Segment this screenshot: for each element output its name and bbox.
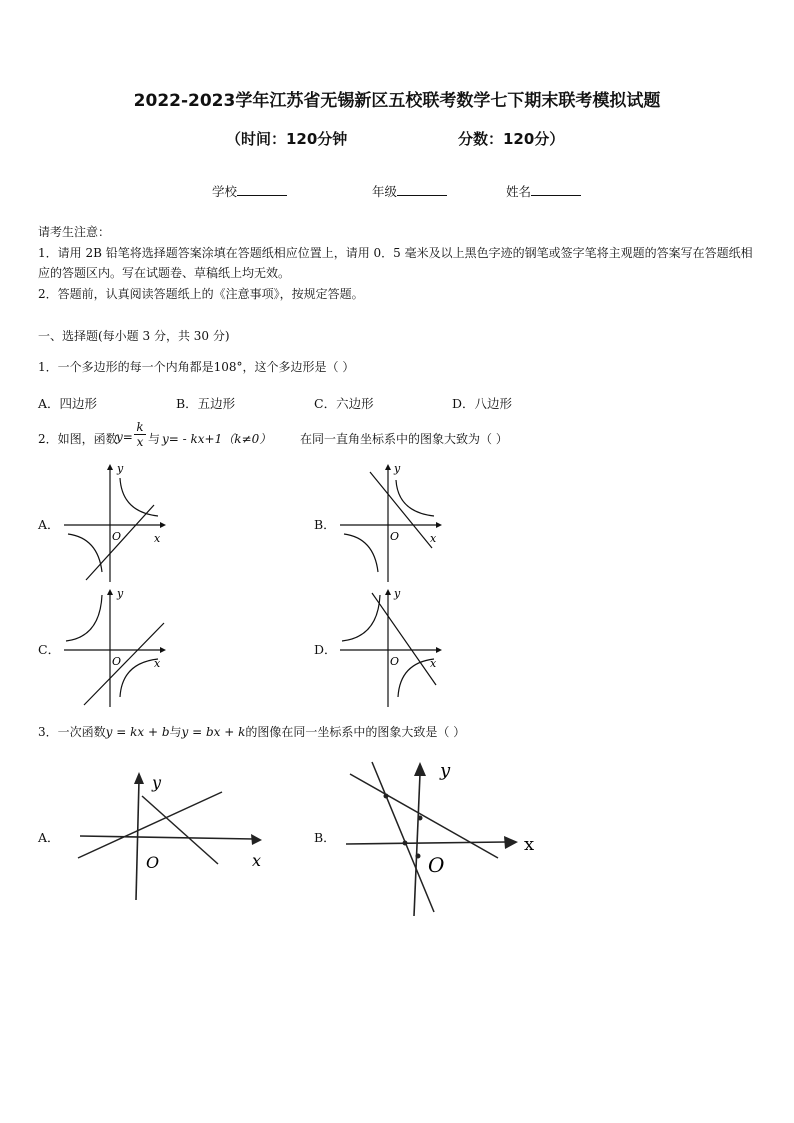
- hyperbola-q1: [120, 478, 158, 516]
- q1-option-c[interactable]: C．六边形: [314, 396, 374, 411]
- y-arrow-icon: [107, 464, 113, 470]
- intersection-point: [418, 816, 423, 821]
- school-field[interactable]: [212, 182, 287, 200]
- x-axis-label: x: [524, 834, 535, 855]
- notice-heading: 请考生注意：: [38, 225, 111, 239]
- school-label: 学校: [212, 184, 238, 199]
- q3-func2: y = bx + k: [181, 725, 246, 739]
- x-axis-label: x: [430, 532, 437, 545]
- origin-label: O: [390, 655, 400, 668]
- y-axis-label: y: [152, 773, 162, 792]
- q2-fraction: [134, 420, 146, 449]
- x-arrow-icon: [436, 522, 442, 528]
- hyperbola-q2: [342, 595, 380, 641]
- q2-frac-den: x: [136, 435, 144, 449]
- q3-mid: 与: [169, 725, 182, 739]
- line-1: [350, 774, 498, 858]
- x-arrow-icon: [251, 834, 262, 845]
- origin-label: O: [428, 853, 445, 877]
- grade-field[interactable]: [372, 182, 447, 200]
- q2-prefix: 2．如图，函数: [38, 432, 118, 446]
- grade-blank[interactable]: [397, 183, 447, 196]
- q3-graph-a: [76, 768, 276, 903]
- q3-label-b[interactable]: B．: [314, 830, 336, 845]
- line: [370, 472, 432, 548]
- line-2: [372, 762, 434, 912]
- x-axis-label: x: [430, 657, 437, 670]
- exam-time: （时间：120分钟: [226, 130, 348, 148]
- school-blank[interactable]: [237, 183, 287, 196]
- origin-label: O: [112, 655, 122, 668]
- hyperbola-q3: [68, 534, 102, 572]
- y-axis-label: y: [394, 587, 401, 600]
- y-axis-label: y: [117, 587, 124, 600]
- y-arrow-icon: [385, 589, 391, 595]
- q3-label-a[interactable]: A．: [38, 830, 60, 845]
- q2-graph-b: [336, 460, 446, 585]
- q2-graph-d: [336, 585, 446, 710]
- x-axis-label: x: [154, 532, 161, 545]
- x-axis: [346, 842, 506, 844]
- q2-label-b[interactable]: B．: [314, 517, 336, 532]
- q1-option-d[interactable]: D．八边形: [452, 396, 513, 411]
- exam-score: 分数：120分）: [458, 130, 565, 148]
- q3-graph-b: [344, 756, 544, 918]
- q2-label-d[interactable]: D．: [314, 642, 337, 657]
- q2-frac-num: k: [134, 420, 146, 435]
- x-arrow-icon: [160, 522, 166, 528]
- origin-label: O: [390, 530, 400, 543]
- name-field[interactable]: [506, 182, 581, 200]
- line: [86, 505, 154, 580]
- y-arrow-icon: [385, 464, 391, 470]
- q2-label-c[interactable]: C．: [38, 642, 61, 657]
- question-3-text: [38, 722, 465, 742]
- intersection-point: [403, 841, 408, 846]
- grade-label: 年级: [372, 184, 398, 199]
- intersection-point: [416, 854, 421, 859]
- x-axis-label: x: [154, 657, 161, 670]
- name-blank[interactable]: [531, 183, 581, 196]
- page-title: 2022-2023学年江苏省无锡新区五校联考数学七下期末联考模拟试题: [133, 91, 661, 111]
- hyperbola-q2: [66, 595, 102, 641]
- hyperbola-q3: [344, 534, 378, 572]
- q2-suffix: 在同一直角坐标系中的图象大致为（ ）: [300, 432, 508, 446]
- q2-graph-a: [60, 460, 170, 585]
- origin-label: O: [146, 853, 160, 872]
- q2-graph-c: [60, 585, 170, 710]
- x-arrow-icon: [160, 647, 166, 653]
- q2-mid: 与: [148, 432, 161, 446]
- x-axis-label: x: [252, 851, 262, 870]
- notice-item-1: 1．请用 2B 铅笔将选择题答案涂填在答题纸相应位置上，请用 0．5 毫米及以上黑色字迹的钢笔或签字笔将主观题的答案写在答题纸相应的答题区内。写在试题卷、草稿纸上均无效。: [38, 246, 753, 280]
- name-label: 姓名: [506, 184, 532, 199]
- line: [372, 593, 436, 685]
- x-axis: [80, 836, 254, 839]
- hyperbola-q4: [120, 659, 158, 697]
- x-arrow-icon: [504, 836, 518, 849]
- y-axis: [136, 780, 139, 900]
- intersection-point: [384, 794, 389, 799]
- q1-option-b[interactable]: B．五边形: [176, 396, 236, 411]
- notice-item-2: 2．答题前，认真阅读答题纸上的《注意事项》，按规定答题。: [38, 287, 364, 301]
- y-arrow-icon: [134, 772, 144, 784]
- y-axis-label: y: [394, 462, 401, 475]
- q2-label-a[interactable]: A．: [38, 517, 60, 532]
- q3-prefix: 3．一次函数: [38, 725, 106, 739]
- q2-func1-lhs: y=: [116, 430, 133, 444]
- x-arrow-icon: [436, 647, 442, 653]
- question-1-text: 1．一个多边形的每一个内角都是108°，这个多边形是（ ）: [38, 360, 355, 374]
- q1-option-a[interactable]: A．四边形: [38, 396, 98, 411]
- q3-suffix: 的图像在同一坐标系中的图象大致是（ ）: [245, 725, 466, 739]
- line: [84, 623, 164, 705]
- y-axis-label: y: [440, 760, 451, 781]
- hyperbola-q4: [398, 659, 434, 697]
- y-axis-label: y: [117, 462, 124, 475]
- y-arrow-icon: [107, 589, 113, 595]
- q2-func2: y= - kx+1（k≠0）: [162, 432, 272, 446]
- y-arrow-icon: [414, 762, 426, 776]
- q3-func1: y = kx + b: [105, 725, 170, 739]
- section-heading: 一、选择题(每小题 3 分，共 30 分): [38, 329, 230, 343]
- origin-label: O: [112, 530, 122, 543]
- y-axis: [414, 774, 420, 916]
